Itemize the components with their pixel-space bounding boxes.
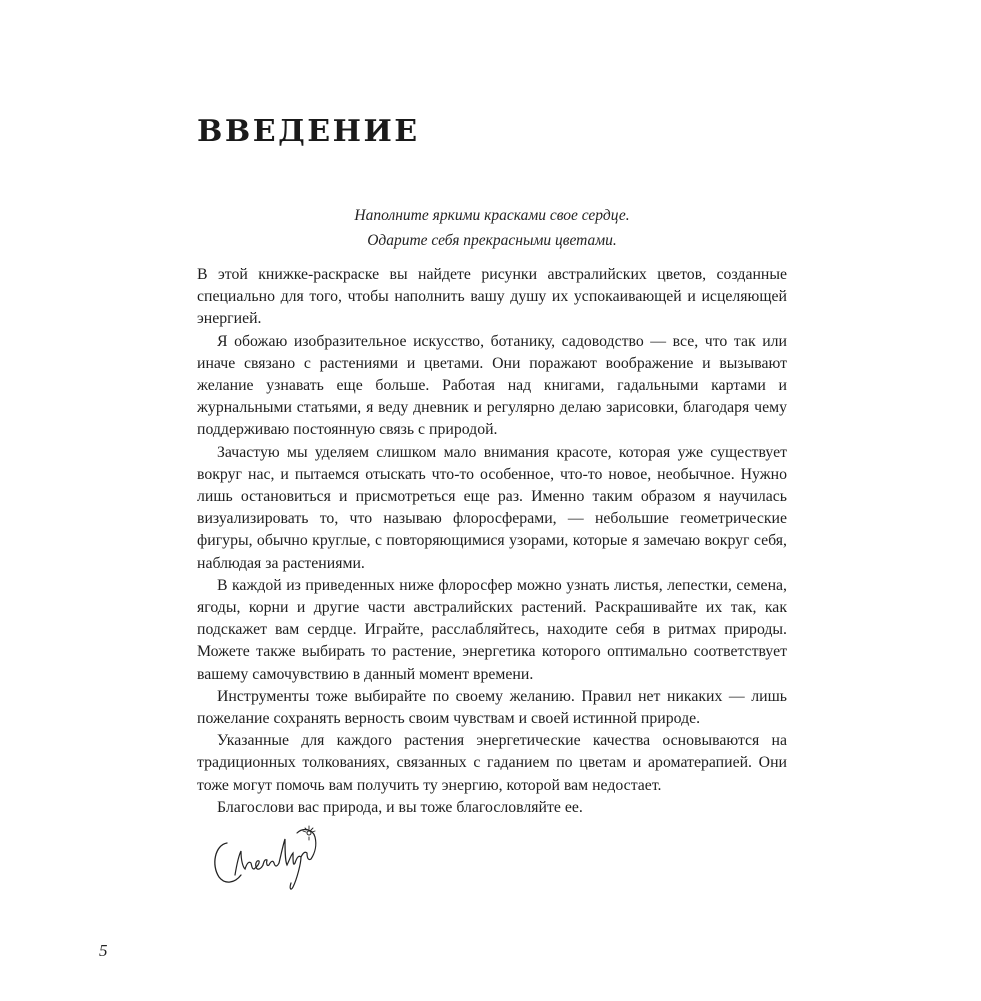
epigraph <box>197 203 787 253</box>
body-text <box>197 264 787 819</box>
paragraph: В этой книжке-раскраске вы найдете рисунки австралийских цветов, созданные специально для того, чтобы наполнить вашу душу их успокаивающей и исцеляющей энергией. <box>197 266 787 328</box>
page-heading: ВВЕДЕНИЕ <box>197 114 420 149</box>
paragraph: Указанные для каждого растения энергетические качества основываются на традиционных толкованиях, связанных с гаданием по цветам и ароматерапией. Они тоже могут помочь вам получить ту энергию, которой вам недостает. <box>197 732 787 794</box>
paragraph: В каждой из приведенных ниже флоросфер можно узнать листья, лепестки, семена, ягоды, корни и другие части австралийских растений. Раскрашивайте их так, как подскажет вам сердце. Играйте, расслабляйтесь, находите себя в ритмах природы. Можете также выбирать то растение, энергетика которого оптимально соответствует вашему самочувствию в данный момент времени. <box>197 576 787 683</box>
paragraph: Благослови вас природа, и вы тоже благословляйте ее. <box>217 798 583 816</box>
paragraph: Зачастую мы уделяем слишком мало внимания красоте, которая уже существует вокруг нас, и пытаемся отыскать что-то особенное, что-то новое, необычное. Нужно лишь остановиться и присмотреться еще раз. Именно таким образом я научилась визуализировать то, что называю флоросферами, — небольшие геометрические фигуры, обычно круглые, с повторяющимися узорами, которые я замечаю вокруг себя, наблюдая за растениями. <box>197 443 787 572</box>
page-number: 5 <box>99 941 108 960</box>
paragraph: Я обожаю изобразительное искусство, ботанику, садоводство — все, что так или иначе связано с растениями и цветами. Они поражают воображение и вызывают желание узнавать еще больше. Работая над книгами, гадальными картами и журнальными статьями, я веду дневник и регулярно делаю зарисовки, благодаря чему поддерживаю постоянную связь с природой. <box>197 332 787 439</box>
paragraph: Инструменты тоже выбирайте по своему желанию. Правил нет никаких — лишь пожелание сохранять верность своим чувствам и своей истинной природе. <box>197 687 787 728</box>
handwritten-signature <box>205 805 335 895</box>
epigraph-line-2: Одарите себя прекрасными цветами. <box>367 232 617 249</box>
epigraph-line-1: Наполните яркими красками свое сердце. <box>354 207 630 224</box>
